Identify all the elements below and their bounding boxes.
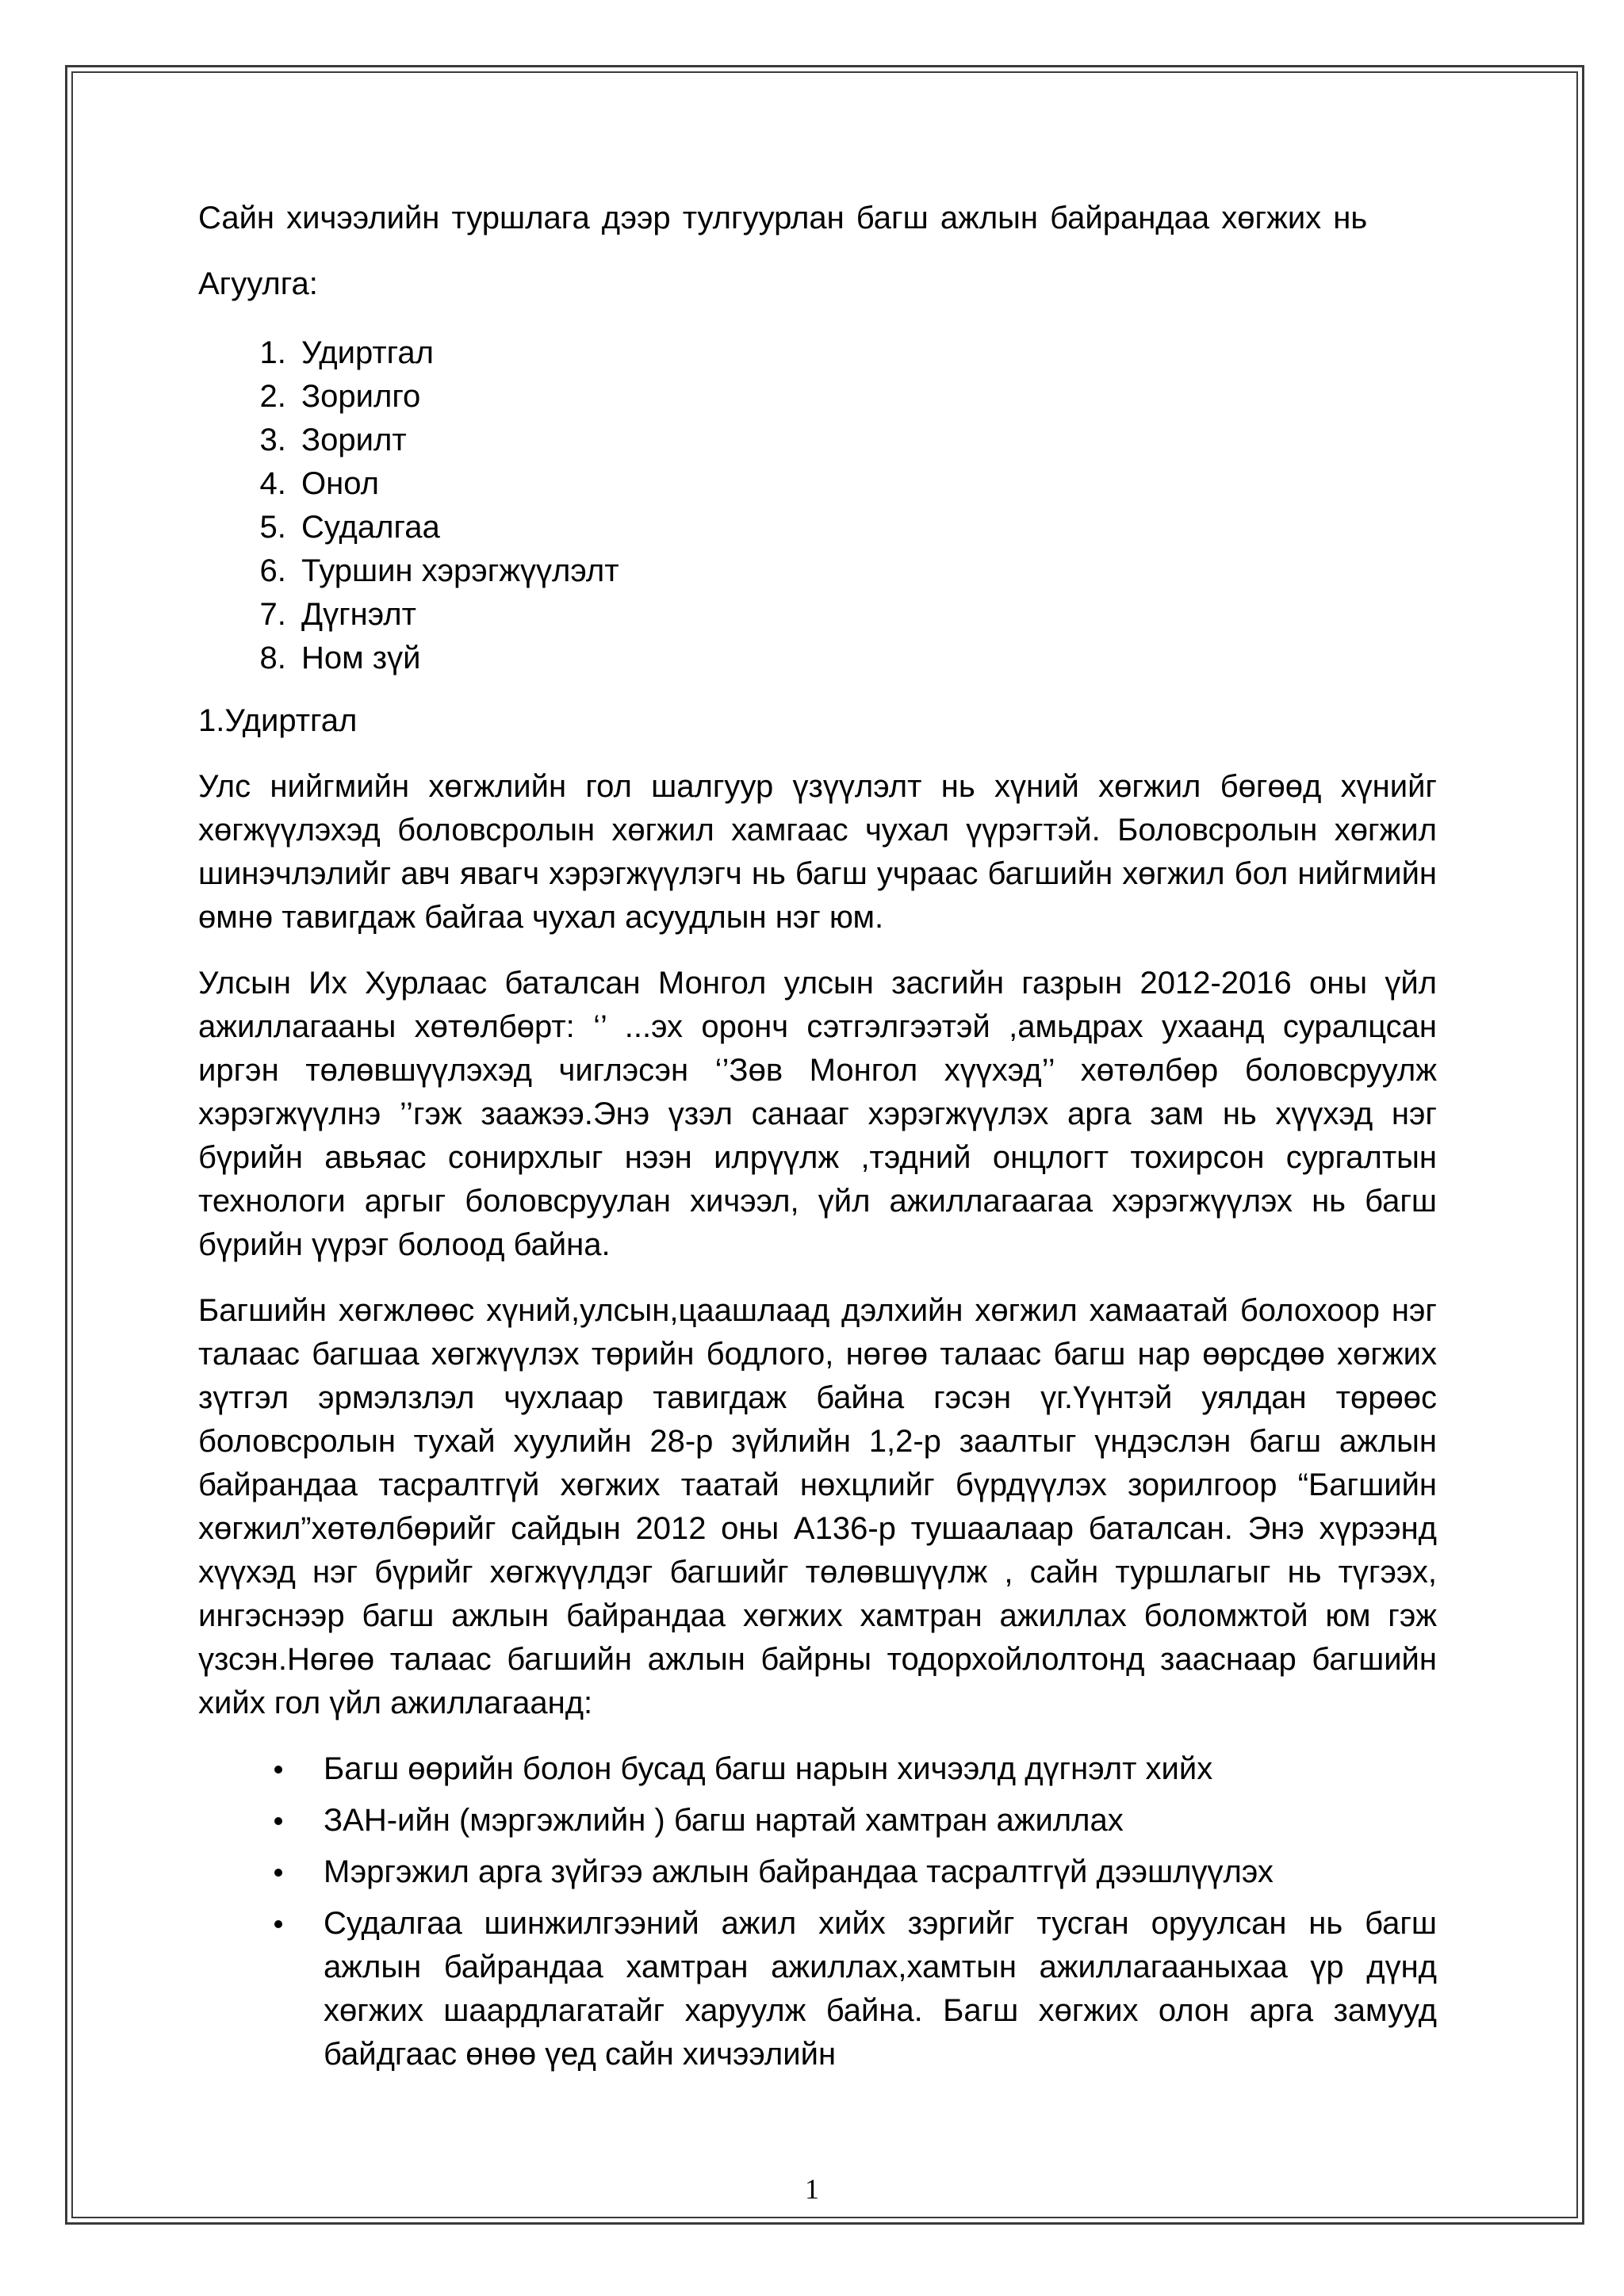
bullet-text: Судалгаа шинжилгээний ажил хийх зэргийг тусган оруулсан нь багш ажлын байрандаа хамтран ажиллах,хамтын ажиллагааныхаа үр дүнд хөгжих шаардлагатайг харуулж байна. Багш хөгжих олон арга замууд байдгаас өнөө үед сайн хичээлийн (324, 1906, 1437, 2072)
bullet-list (198, 1747, 1437, 2076)
bullet-icon (274, 1766, 282, 1774)
paragraph: Улсын Их Хурлаас баталсан Монгол улсын засгийн газрын 2012-2016 оны үйл ажиллагааны хөтөлбөрт: ‘’ ...эх оронч сэтгэлгээтэй ,амьдрах ухаанд суралцсан иргэн төлөвшүүлэхэд чиглэсэн ‘’Зөв Монгол хүүхэд’’ хөтөлбөр боловсруулж хэрэгжүүлнэ ’’гэж заажээ.Энэ үзэл санааг хэрэгжүүлэх арга зам нь хүүхэд нэг бүрийн авьяас сонирхлыг нээн илрүүлж ,тэдний онцлогт тохирсон сургалтын технологи аргыг боловсруулан хичээл, үйл ажиллагаагаа хэрэгжүүлэх нь багш бүрийн үүрэг болоод байна. (198, 966, 1437, 1262)
table-of-contents (198, 331, 1437, 680)
document-body (198, 197, 1437, 2084)
document-title: Сайн хичээлийн туршлага дээр тулгуурлан багш ажлын байрандаа хөгжих нь (198, 201, 1368, 235)
bullet-item (324, 1747, 1437, 1791)
page-number: 1 (805, 2173, 819, 2205)
toc-heading: Агуулга: (198, 266, 318, 301)
bullet-item (324, 1850, 1437, 1894)
paragraph: Улс нийгмийн хөгжлийн гол шалгуур үзүүлэлт нь хүний хөгжил бөгөөд хүнийг хөгжүүлэхэд боловсролын хөгжил хамгаас чухал үүрэгтэй. Боловсролын хөгжил шинэчлэлийг авч явагч хэрэгжүүлэгч нь багш учраас багшийн хөгжил бол нийгмийн өмнө тавигдаж байгаа чухал асуудлын нэг юм. (198, 769, 1437, 935)
bullet-item (324, 1902, 1437, 2076)
toc-item: 7. Дүгнэлт (295, 593, 1437, 637)
toc-item: 3. Зорилт (295, 419, 1437, 462)
bullet-icon (274, 1920, 282, 1928)
bullet-icon (274, 1817, 282, 1825)
toc-item: 2. Зорилго (295, 375, 1437, 419)
bullet-text: Мэргэжил арга зүйгээ ажлын байрандаа тасралтгүй дээшлүүлэх (324, 1854, 1274, 1889)
bullet-text: ЗАН-ийн (мэргэжлийн ) багш нартай хамтран ажиллах (324, 1803, 1124, 1838)
toc-item: 8. Ном зүй (295, 637, 1437, 680)
bullet-icon (274, 1869, 282, 1877)
toc-item: 4. Онол (295, 462, 1437, 506)
toc-item: 5. Судалгаа (295, 506, 1437, 549)
toc-item: 6. Туршин хэрэгжүүлэлт (295, 549, 1437, 593)
section-heading: 1.Удиртгал (198, 703, 358, 738)
toc-item: 1. Удиртгал (295, 331, 1437, 375)
bullet-text: Багш өөрийн болон бусад багш нарын хичээлд дүгнэлт хийх (324, 1751, 1213, 1786)
paragraph: Багшийн хөгжлөөс хүний,улсын,цаашлаад дэлхийн хөгжил хамаатай болохоор нэг талаас багшаа хөгжүүлэх төрийн бодлого, нөгөө талаас багш нар өөрсдөө хөгжих зүтгэл эрмэлзлэл чухлаар тавигдаж байна гэсэн үг.Үүнтэй уялдан төрөөс боловсролын тухай хуулийн 28-р зүйлийн 1,2-р заалтыг үндэслэн багш ажлын байрандаа тасралтгүй хөгжих таатай нөхцлийг бүрдүүлэх зорилгоор “Багшийн хөгжил”хөтөлбөрийг сайдын 2012 оны А136-р тушаалаар баталсан. Энэ хүрээнд хүүхэд нэг бүрийг хөгжүүлдэг багшийг төлөвшүүлж , сайн туршлагыг нь түгээх, ингэснээр багш ажлын байрандаа хөгжих хамтран ажиллах боломжтой юм гэж үзсэн.Нөгөө талаас багшийн ажлын байрны тодорхойлолтонд зааснаар багшийн хийх гол үйл ажиллагаанд: (198, 1293, 1437, 1720)
bullet-item (324, 1799, 1437, 1843)
